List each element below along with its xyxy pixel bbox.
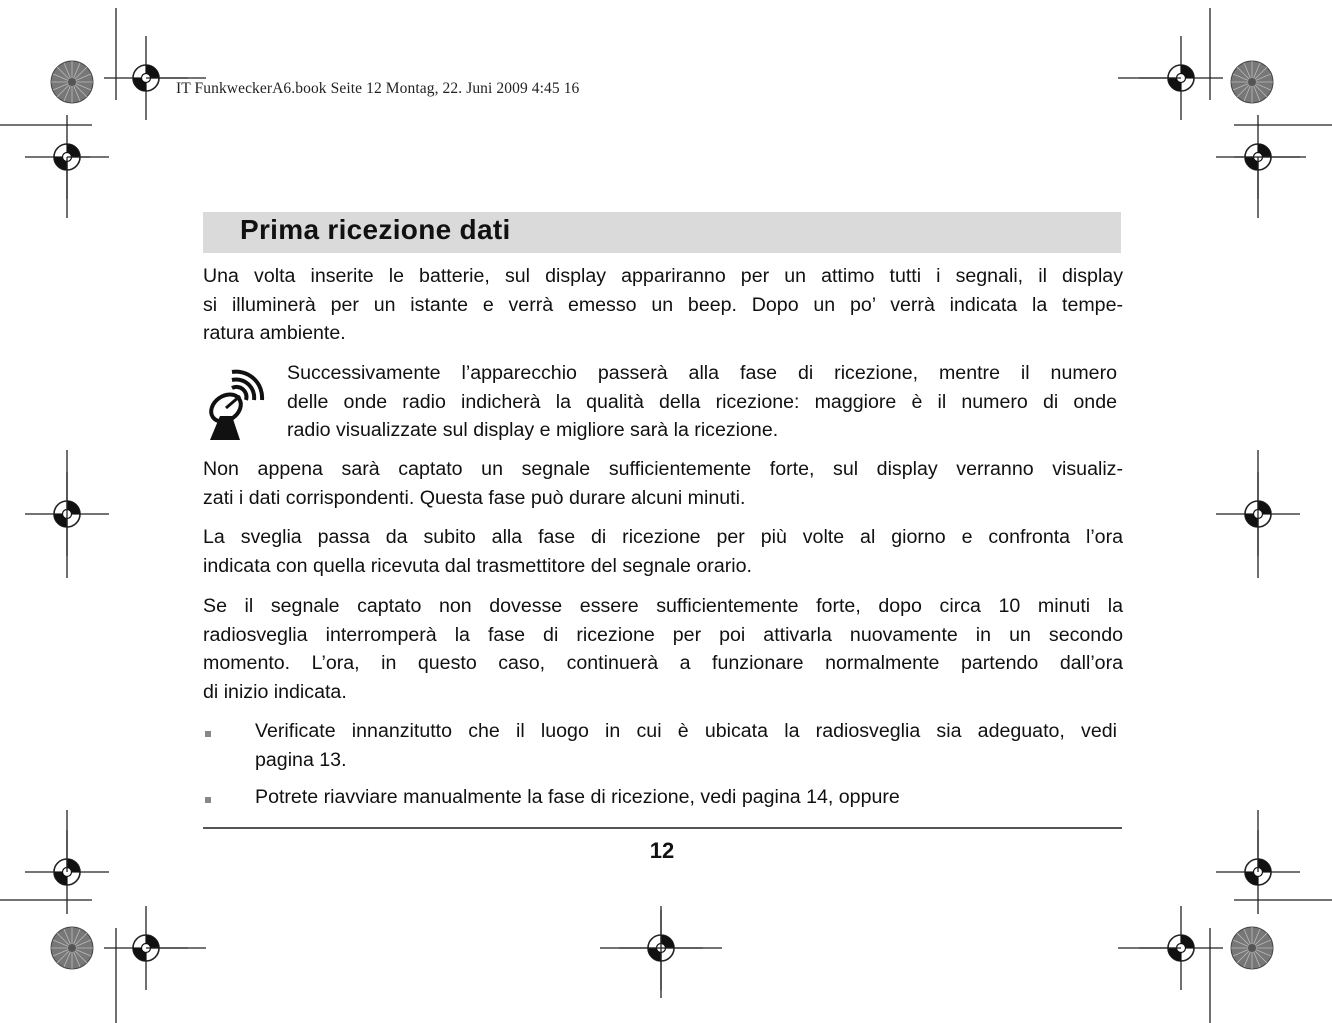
color-target-bottom-right (1231, 927, 1273, 969)
note-line: radio visualizzate sul display e migliore sarà la ricezione. (287, 419, 779, 442)
section-title: Prima ricezione dati (240, 214, 511, 245)
radio-signal-antenna-icon (204, 364, 270, 442)
intro-line: si illuminerà per un istante e verrà emesso un beep. Dopo un po’ verrà indicata la tempe- (203, 293, 1123, 316)
note-line: delle onde radio indicherà la qualità della ricezione: maggiore è il numero di onde (287, 390, 1117, 413)
intro-line: Una volta inserite le batterie, sul display appariranno per un attimo tutti i segnali, il display (203, 265, 1123, 287)
bullet-line: Potrete riavviare manualmente la fase di ricezione, vedi pagina 14, oppure (255, 786, 900, 808)
bullet-line: pagina 13. (255, 748, 347, 771)
reception-note-paragraph (287, 359, 1117, 445)
signal-paragraph (203, 455, 1123, 512)
weak-signal-paragraph (203, 592, 1123, 707)
page-number: 12 (649, 838, 675, 863)
bullet-item (255, 783, 1117, 812)
signal-line: zati i dati corrispondenti. Questa fase può durare alcuni minuti. (203, 486, 746, 509)
weak-line: di inizio indicata. (203, 681, 347, 704)
color-target-top-right (1231, 61, 1273, 103)
color-target-bottom-left (51, 927, 93, 969)
footer-rule (203, 827, 1122, 829)
weak-line: momento. L’ora, in questo caso, continuerà a funzionare normalmente partendo dall’ora (203, 652, 1123, 675)
daily-line: indicata con quella ricevuta dal trasmettitore del segnale orario. (203, 554, 752, 577)
bullet-icon (205, 797, 211, 803)
signal-line: Non appena sarà captato un segnale sufficientemente forte, sul display verranno visualiz- (203, 458, 1123, 480)
color-target-top-left (51, 61, 93, 103)
intro-line: ratura ambiente. (203, 322, 346, 345)
weak-line: radiosveglia interromperà la fase di ricezione per poi attivarla nuovamente in un secondo (203, 623, 1123, 646)
bullet-icon (205, 731, 211, 737)
bullet-item (255, 717, 1117, 774)
bullet-line: Verificate innanzitutto che il luogo in cui è ubicata la radiosveglia sia adeguato, vedi (255, 720, 1117, 742)
weak-line: Se il segnale captato non dovesse essere sufficientemente forte, dopo circa 10 minuti la (203, 595, 1123, 617)
note-line: Successivamente l’apparecchio passerà alla fase di ricezione, mentre il numero (287, 362, 1117, 384)
daily-reception-paragraph (203, 523, 1123, 580)
daily-line: La sveglia passa da subito alla fase di ricezione per più volte al giorno e confronta l’ora (203, 526, 1123, 548)
section-title-bar (203, 212, 1121, 253)
print-header: IT FunkweckerA6.book Seite 12 Montag, 22. Juni 2009 4:45 16 (176, 80, 580, 97)
intro-paragraph (203, 262, 1123, 348)
